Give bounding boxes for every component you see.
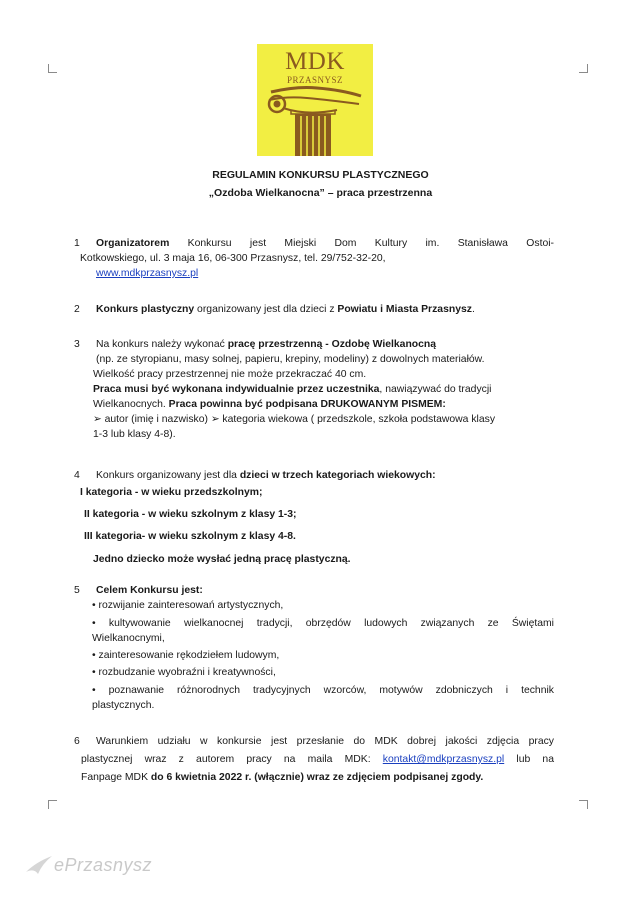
section-line	[96, 236, 554, 251]
section-line	[81, 770, 554, 785]
watermark-text: ePrzasnysz	[54, 855, 153, 875]
text: organizowany jest dla dzieci z	[194, 304, 338, 315]
section-body	[96, 302, 554, 317]
section-line: Wielkość pracy przestrzennej nie może przekraczać 40 cm.	[93, 369, 367, 380]
text: Konkursu jest Miejski Dom Kultury im. Stanisława Ostoi-	[169, 238, 554, 249]
bold-text: Praca powinna być podpisana DRUKOWANYM PISMEM:	[168, 399, 446, 410]
text: Wielkanocnych.	[93, 399, 169, 410]
section-number: 1	[74, 238, 80, 249]
section-line	[81, 752, 554, 767]
bold-text: do 6 kwietnia 2022 r. (włącznie) wraz ze zdjęciem podpisanej zgody.	[150, 772, 484, 783]
logo-title: MDK	[285, 48, 345, 75]
crop-mark-top-right	[579, 64, 588, 73]
category-2: II kategoria - w wieku szkolnym z klasy 1-3;	[84, 509, 297, 520]
text: .	[471, 304, 475, 315]
section-line: ➢ autor (imię i nazwisko) ➢ kategoria wiekowa ( przedszkole, szkoła podstawowa klasy	[93, 414, 496, 425]
section-number: 2	[74, 304, 80, 315]
crop-mark-bottom-right	[579, 800, 588, 809]
section-number: 4	[74, 470, 80, 481]
list-item: • poznawanie różnorodnych tradycyjnych wzorców, motywów zdobniczych i technik	[92, 685, 554, 696]
section-body	[80, 468, 554, 567]
website-link[interactable]: www.mdkprzasnysz.pl	[96, 268, 199, 279]
bold-text: Konkurs plastyczny	[96, 304, 195, 315]
list-item: Wielkanocnymi,	[92, 633, 165, 644]
bird-icon	[24, 852, 54, 878]
document-subtitle: „Ozdoba Wielkanocna” – praca przestrzenna	[208, 187, 433, 199]
list-item: • kultywowanie wielkanocnej tradycji, obrzędów ludowych związanych ze Świętami	[92, 618, 554, 629]
email-link[interactable]: kontakt@mdkprzasnysz.pl	[382, 754, 505, 765]
text: lub na	[504, 754, 554, 765]
logo-subtitle: PRZASNYSZ	[286, 75, 343, 85]
section-heading: Celem Konkursu jest:	[96, 585, 203, 596]
section-line	[96, 302, 554, 317]
section-body	[93, 337, 554, 442]
text: Konkurs organizowany jest dla	[96, 470, 240, 481]
list-item: • rozbudzanie wyobraźni i kreatywności,	[92, 667, 276, 678]
list-item: • rozwijanie zainteresowań artystycznych,	[92, 600, 284, 611]
watermark	[24, 852, 164, 882]
mdk-logo	[257, 44, 373, 156]
section-body	[92, 583, 554, 713]
section-number: 3	[74, 339, 80, 350]
text: , nawiązywać do tradycji	[379, 384, 492, 395]
category-3: III kategoria- w wieku szkolnym z klasy 4-8.	[84, 531, 296, 542]
crop-mark-bottom-left	[48, 800, 57, 809]
crop-mark-top-left	[48, 64, 57, 73]
section-number: 6	[74, 736, 80, 747]
section-body	[81, 734, 554, 785]
bold-text: Organizatorem	[96, 238, 170, 249]
bold-text: Praca musi być wykonana indywidualnie przez uczestnika	[93, 384, 380, 395]
section-body	[80, 236, 554, 281]
section-line	[93, 397, 554, 412]
section-line	[93, 382, 554, 397]
section-line: (np. ze styropianu, masy solnej, papieru, krepiny, modeliny) z dowolnych materiałów.	[96, 354, 485, 365]
text: plastycznej wraz z autorem pracy na maila MDK:	[81, 754, 383, 765]
section-line: Warunkiem udziału w konkursie jest przesłanie do MDK dobrej jakości zdjęcia pracy	[96, 736, 554, 747]
text: Na konkurs należy wykonać	[96, 339, 228, 350]
category-1: I kategoria - w wieku przedszkolnym;	[80, 487, 263, 498]
bold-text: dzieci w trzech kategoriach wiekowych:	[239, 470, 436, 481]
section-line: 1-3 lub klasy 4-8).	[93, 429, 176, 440]
list-item: • zainteresowanie rękodziełem ludowym,	[92, 650, 280, 661]
section-line: Kotkowskiego, ul. 3 maja 16, 06-300 Przasnysz, tel. 29/752-32-20,	[80, 253, 386, 264]
section-line	[96, 468, 554, 483]
section-line: Jedno dziecko może wysłać jedną pracę plastyczną.	[93, 554, 351, 565]
bold-text: pracę przestrzenną - Ozdobę Wielkanocną	[227, 339, 437, 350]
section-line	[96, 337, 554, 352]
list-item: plastycznych.	[92, 700, 155, 711]
text: Fanpage MDK	[81, 772, 151, 783]
bold-text: Powiatu i Miasta Przasnysz	[337, 304, 472, 315]
section-line	[96, 266, 554, 281]
section-number: 5	[74, 585, 80, 596]
document-title: REGULAMIN KONKURSU PLASTYCZNEGO	[212, 169, 429, 181]
